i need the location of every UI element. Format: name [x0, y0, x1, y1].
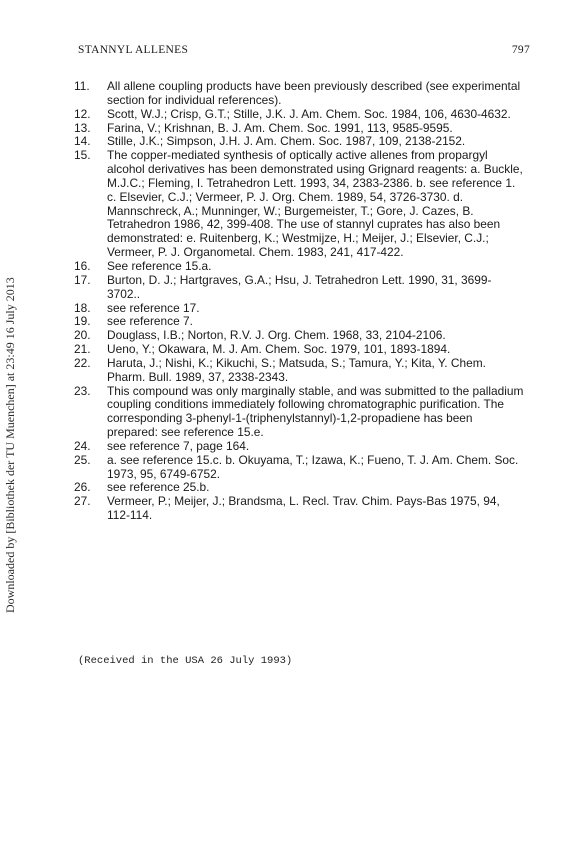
received-note: (Received in the USA 26 July 1993): [78, 655, 293, 667]
reference-text: see reference 17.: [107, 300, 200, 315]
reference-number: 17.: [74, 272, 91, 287]
reference-number: 21.: [74, 342, 91, 357]
reference-number: 12.: [74, 106, 91, 121]
reference-item: [74, 329, 524, 343]
reference-text: This compound was only marginally stable, and was submitted to the palladium coupling conditions immediately following chromatographic purification. The corresponding 3-phenyl-1-(triphenylstannyl)-1,2-propadiene has been prepared: see reference 15.e.: [107, 383, 524, 440]
reference-text: see reference 7, page 164.: [107, 438, 250, 453]
reference-item: [74, 135, 524, 149]
reference-item: [74, 343, 524, 357]
reference-text: Ueno, Y.; Okawara, M. J. Am. Chem. Soc. 1979, 101, 1893-1894.: [107, 342, 451, 357]
running-head: [78, 44, 530, 56]
reference-number: 20.: [74, 328, 91, 343]
reference-list: [74, 80, 524, 523]
reference-item: [74, 454, 524, 482]
reference-text: See reference 15.a.: [107, 258, 212, 273]
reference-item: [74, 260, 524, 274]
reference-text: Douglass, I.B.; Norton, R.V. J. Org. Chem. 1968, 33, 2104-2106.: [107, 328, 446, 343]
reference-item: [74, 481, 524, 495]
reference-item: [74, 385, 524, 440]
reference-text: Scott, W.J.; Crisp, G.T.; Stille, J.K. J. Am. Chem. Soc. 1984, 106, 4630-4632.: [107, 106, 511, 121]
reference-text: Burton, D. J.; Hartgraves, G.A.; Hsu, J. Tetrahedron Lett. 1990, 31, 3699-3702..: [107, 272, 492, 301]
reference-number: 15.: [74, 148, 91, 163]
reference-text: Haruta, J.; Nishi, K.; Kikuchi, S.; Matsuda, S.; Tamura, Y.; Kita, Y. Chem. Pharm. Bull. 1989, 37, 2338-2343.: [107, 355, 486, 384]
reference-item: [74, 440, 524, 454]
reference-text: see reference 7.: [107, 314, 193, 329]
reference-number: 25.: [74, 452, 91, 467]
reference-number: 16.: [74, 258, 91, 273]
reference-item: [74, 302, 524, 316]
reference-text: Vermeer, P.; Meijer, J.; Brandsma, L. Recl. Trav. Chim. Pays-Bas 1975, 94, 112-114.: [107, 494, 500, 523]
reference-text: a. see reference 15.c. b. Okuyama, T.; Izawa, K.; Fueno, T. J. Am. Chem. Soc. 1973, 95, 6749-6752.: [107, 452, 519, 481]
reference-number: 18.: [74, 300, 91, 315]
watermark-text: Downloaded by [Bibliothek der TU Muenchen] at 23:49 16 July 2013: [3, 277, 17, 613]
reference-number: 19.: [74, 314, 91, 329]
reference-item: [74, 80, 524, 108]
reference-text: Stille, J.K.; Simpson, J.H. J. Am. Chem. Soc. 1987, 109, 2138-2152.: [107, 134, 466, 149]
reference-number: 24.: [74, 438, 91, 453]
reference-number: 27.: [74, 494, 91, 509]
reference-text: All allene coupling products have been previously described (see experimental section for individual references).: [107, 79, 521, 107]
reference-item: [74, 315, 524, 329]
reference-number: 22.: [74, 355, 91, 370]
reference-item: [74, 149, 524, 260]
reference-number: 11.: [74, 79, 90, 93]
reference-item: [74, 495, 524, 523]
reference-text: Farina, V.; Krishnan, B. J. Am. Chem. Soc. 1991, 113, 9585-9595.: [107, 120, 453, 135]
reference-item: [74, 357, 524, 385]
reference-number: 14.: [74, 134, 91, 149]
reference-number: 13.: [74, 120, 91, 135]
reference-text: see reference 25.b.: [107, 480, 210, 495]
reference-item: [74, 108, 524, 122]
reference-item: [74, 274, 524, 302]
running-title: STANNYL ALLENES: [78, 44, 189, 56]
reference-item: [74, 122, 524, 136]
reference-text: The copper-mediated synthesis of optically active allenes from propargyl alcohol derivatives has been demonstrated using Grignard reagents: a. Buckle, M.J.C.; Fleming, I. Tetrahedron Lett. 1993, 34, 2383-2386. b. see reference 1. c. Elsevier, C.J.; Vermeer, P. J. Org. Chem. 1989, 54, 3726-3730. d. Mannschreck, A.; Munninger, W.; Burgemeister, T.; Gore, J. Cazes, B. Tetrahedron 1986, 42, 399-408. The use of stannyl cuprates has also been demonstrated: e. Ruitenberg, K.; Westmijze, H.; Meijer, J.; Elsevier, C.J.; Vermeer, P. J. Organometal. Chem. 1983, 241, 417-422.: [107, 148, 523, 260]
page-number: 797: [511, 44, 530, 56]
reference-number: 26.: [74, 480, 91, 495]
reference-number: 23.: [74, 383, 91, 398]
download-watermark: [3, 248, 17, 628]
